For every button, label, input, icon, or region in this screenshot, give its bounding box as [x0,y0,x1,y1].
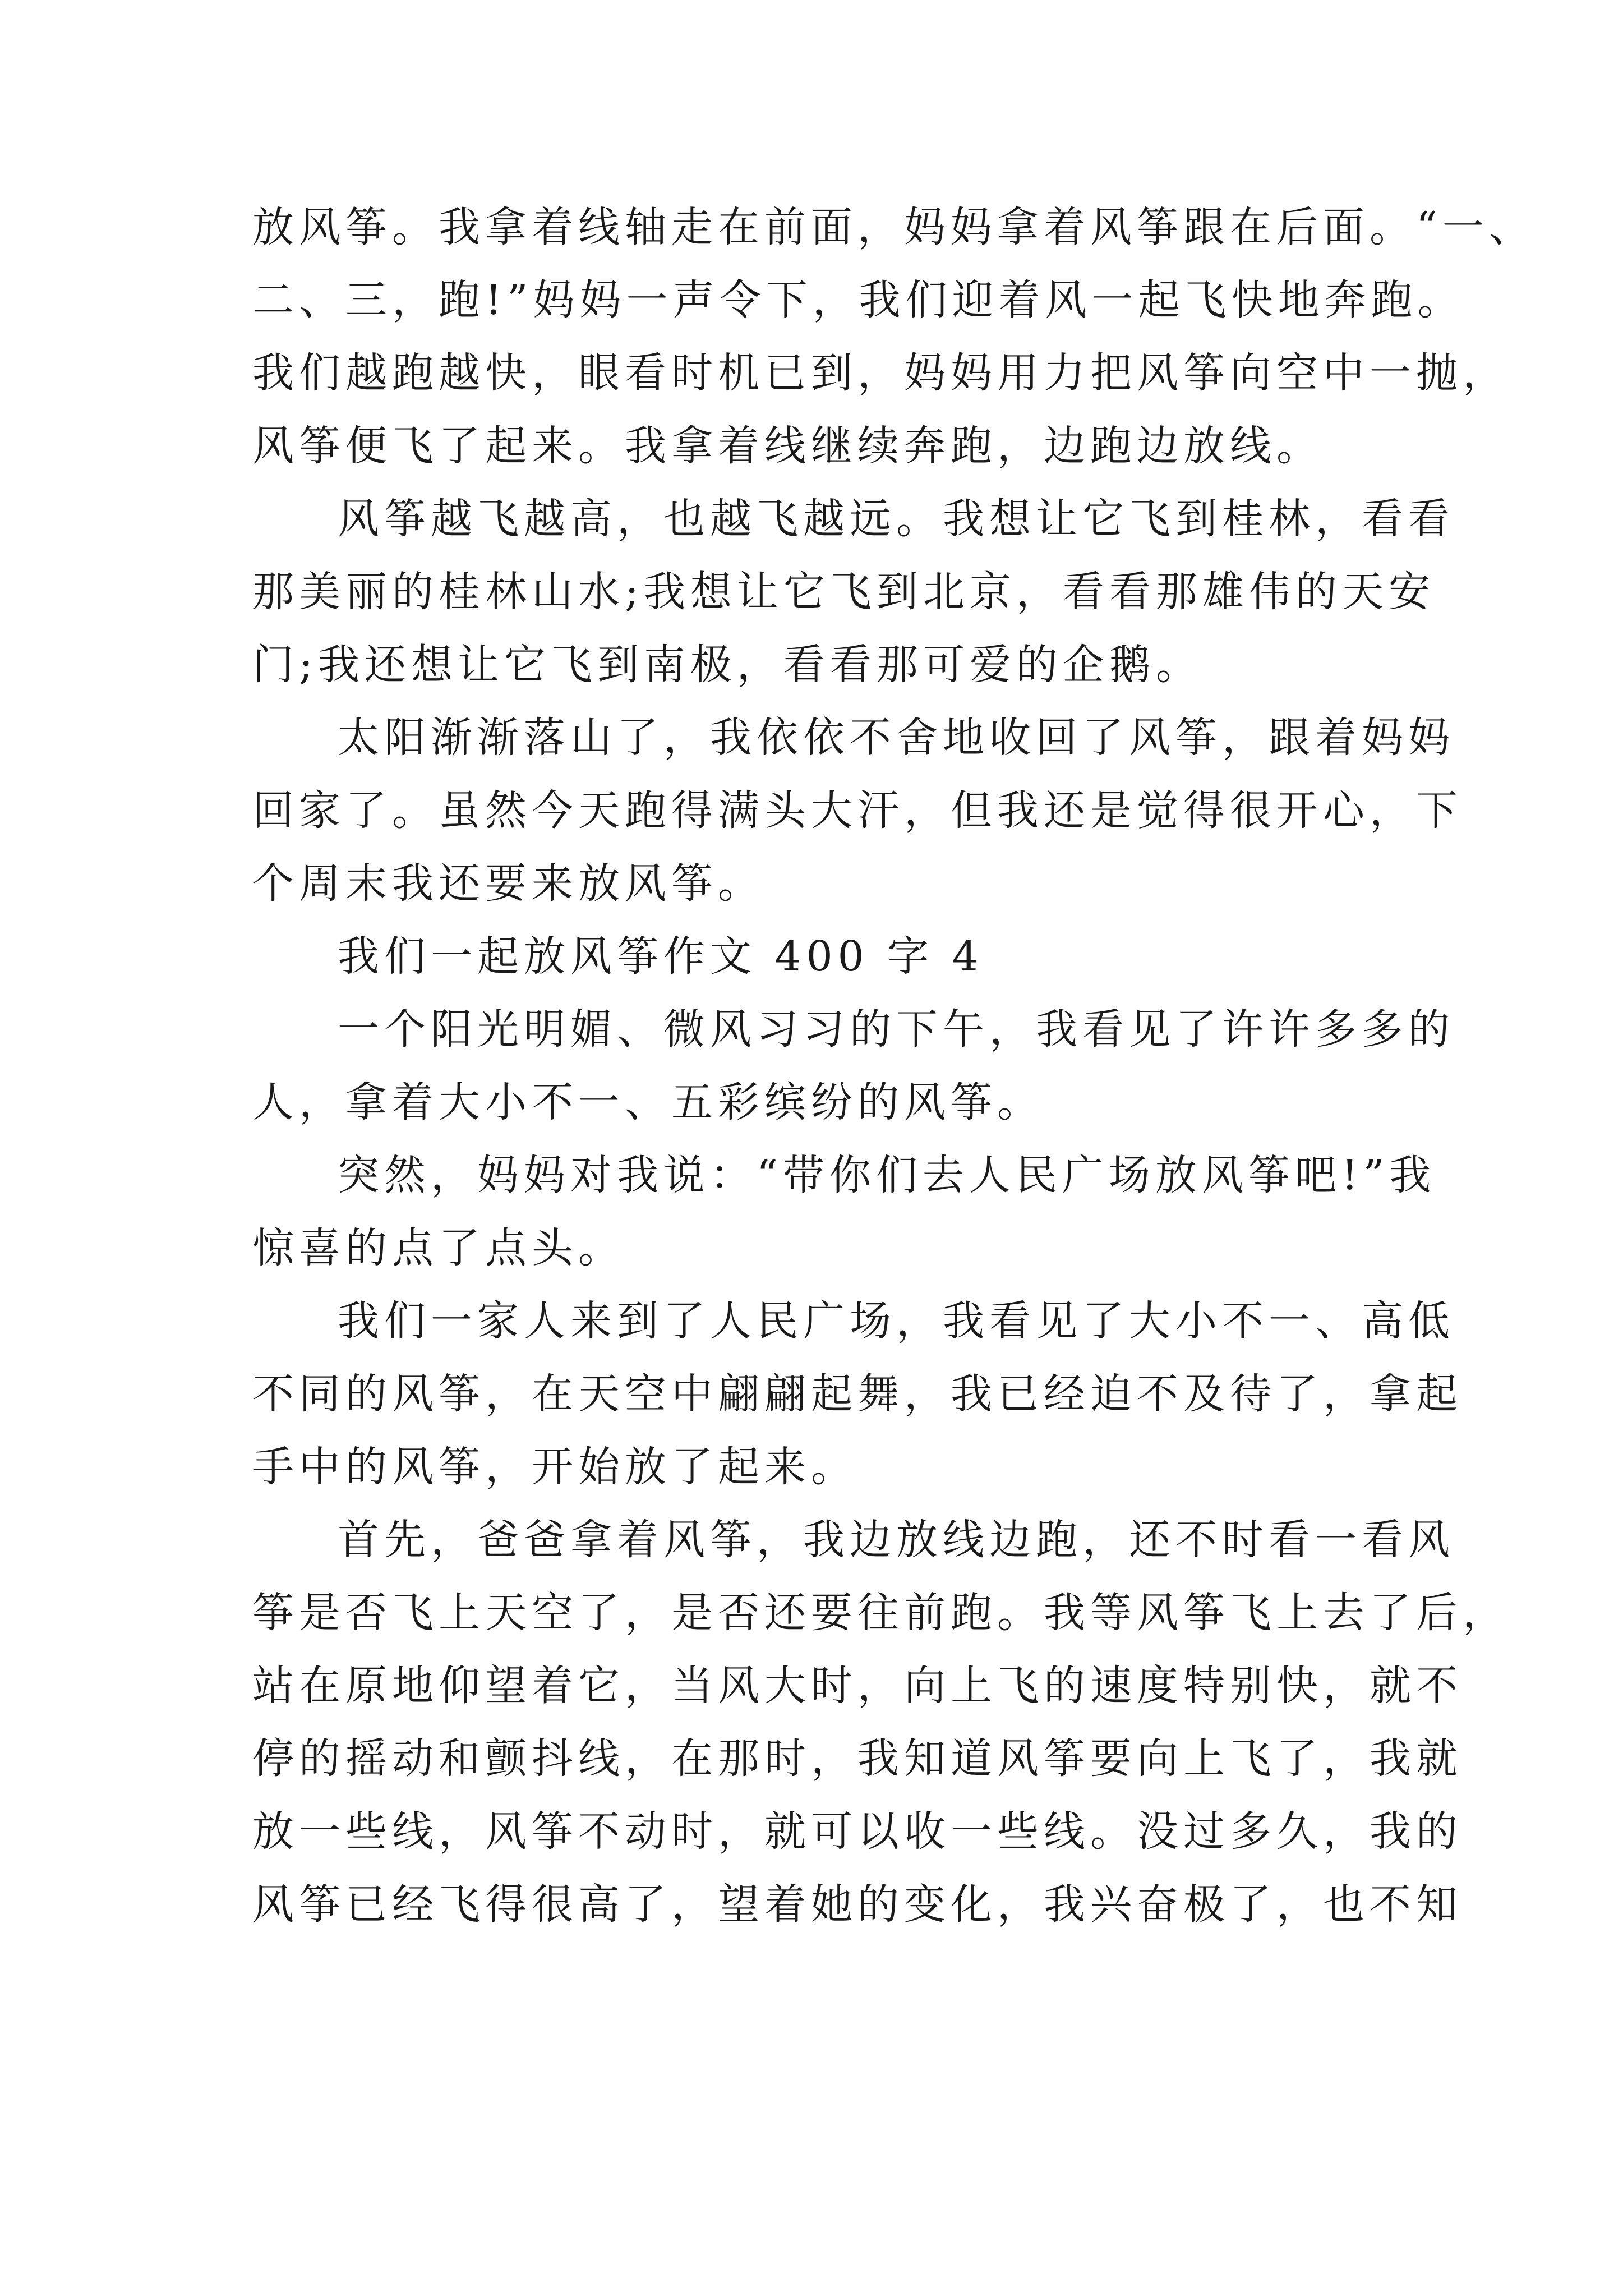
text-line: 二、三，跑!”妈妈一声令下，我们迎着风一起飞快地奔跑。 [252,276,1464,324]
text-line: 站在原地仰望着它，当风大时，向上飞的速度特别快，就不 [252,1662,1463,1710]
text-line: 那美丽的桂林山水;我想让它飞到北京，看看那雄伟的天安 [252,568,1435,616]
essay-text [252,191,1536,1941]
text-line: 回家了。虽然今天跑得满头大汗，但我还是觉得很开心，下 [252,786,1463,835]
text-line: 我们一家人来到了人民广场，我看见了大小不一、高低 [338,1297,1455,1345]
text-line: 不同的风筝，在天空中翩翩起舞，我已经迫不及待了，拿起 [252,1370,1463,1418]
text-line: 突然，妈妈对我说：“带你们去人民广场放风筝吧!”我 [338,1151,1436,1199]
text-line: 首先，爸爸拿着风筝，我边放线边跑，还不时看一看风 [338,1516,1455,1564]
text-line: 门;我还想让它飞到南极，看看那可爱的企鹅。 [252,641,1202,689]
text-line: 放一些线，风筝不动时，就可以收一些线。没过多久，我的 [252,1807,1463,1856]
text-line: 手中的风筝，开始放了起来。 [252,1443,857,1491]
text-line: 风筝便飞了起来。我拿着线继续奔跑，边跑边放线。 [252,422,1323,470]
text-line: 放风筝。我拿着线轴走在前面，妈妈拿着风筝跟在后面。“一、 [252,203,1536,251]
text-line: 惊喜的点了点头。 [252,1224,625,1272]
text-line: 一个阳光明媚、微风习习的下午，我看见了许许多多的 [338,1005,1455,1053]
text-line: 风筝越飞越高，也越飞越远。我想让它飞到桂林，看看 [338,495,1455,543]
text-line: 筝是否飞上天空了，是否还要往前跑。我等风筝飞上去了后， [252,1589,1509,1637]
text-line: 个周末我还要来放风筝。 [252,859,764,908]
text-line: 我们越跑越快，眼看时机已到，妈妈用力把风筝向空中一抛， [252,349,1509,397]
section-heading: 我们一起放风筝作文 400 字 4 [338,932,984,981]
text-line: 风筝已经飞得很高了，望着她的变化，我兴奋极了，也不知 [252,1880,1463,1929]
text-line: 太阳渐渐落山了，我依依不舍地收回了风筝，跟着妈妈 [338,714,1455,762]
text-line: 人，拿着大小不一、五彩缤纷的风筝。 [252,1078,1044,1126]
text-line: 停的摇动和颤抖线，在那时，我知道风筝要向上飞了，我就 [252,1734,1463,1783]
